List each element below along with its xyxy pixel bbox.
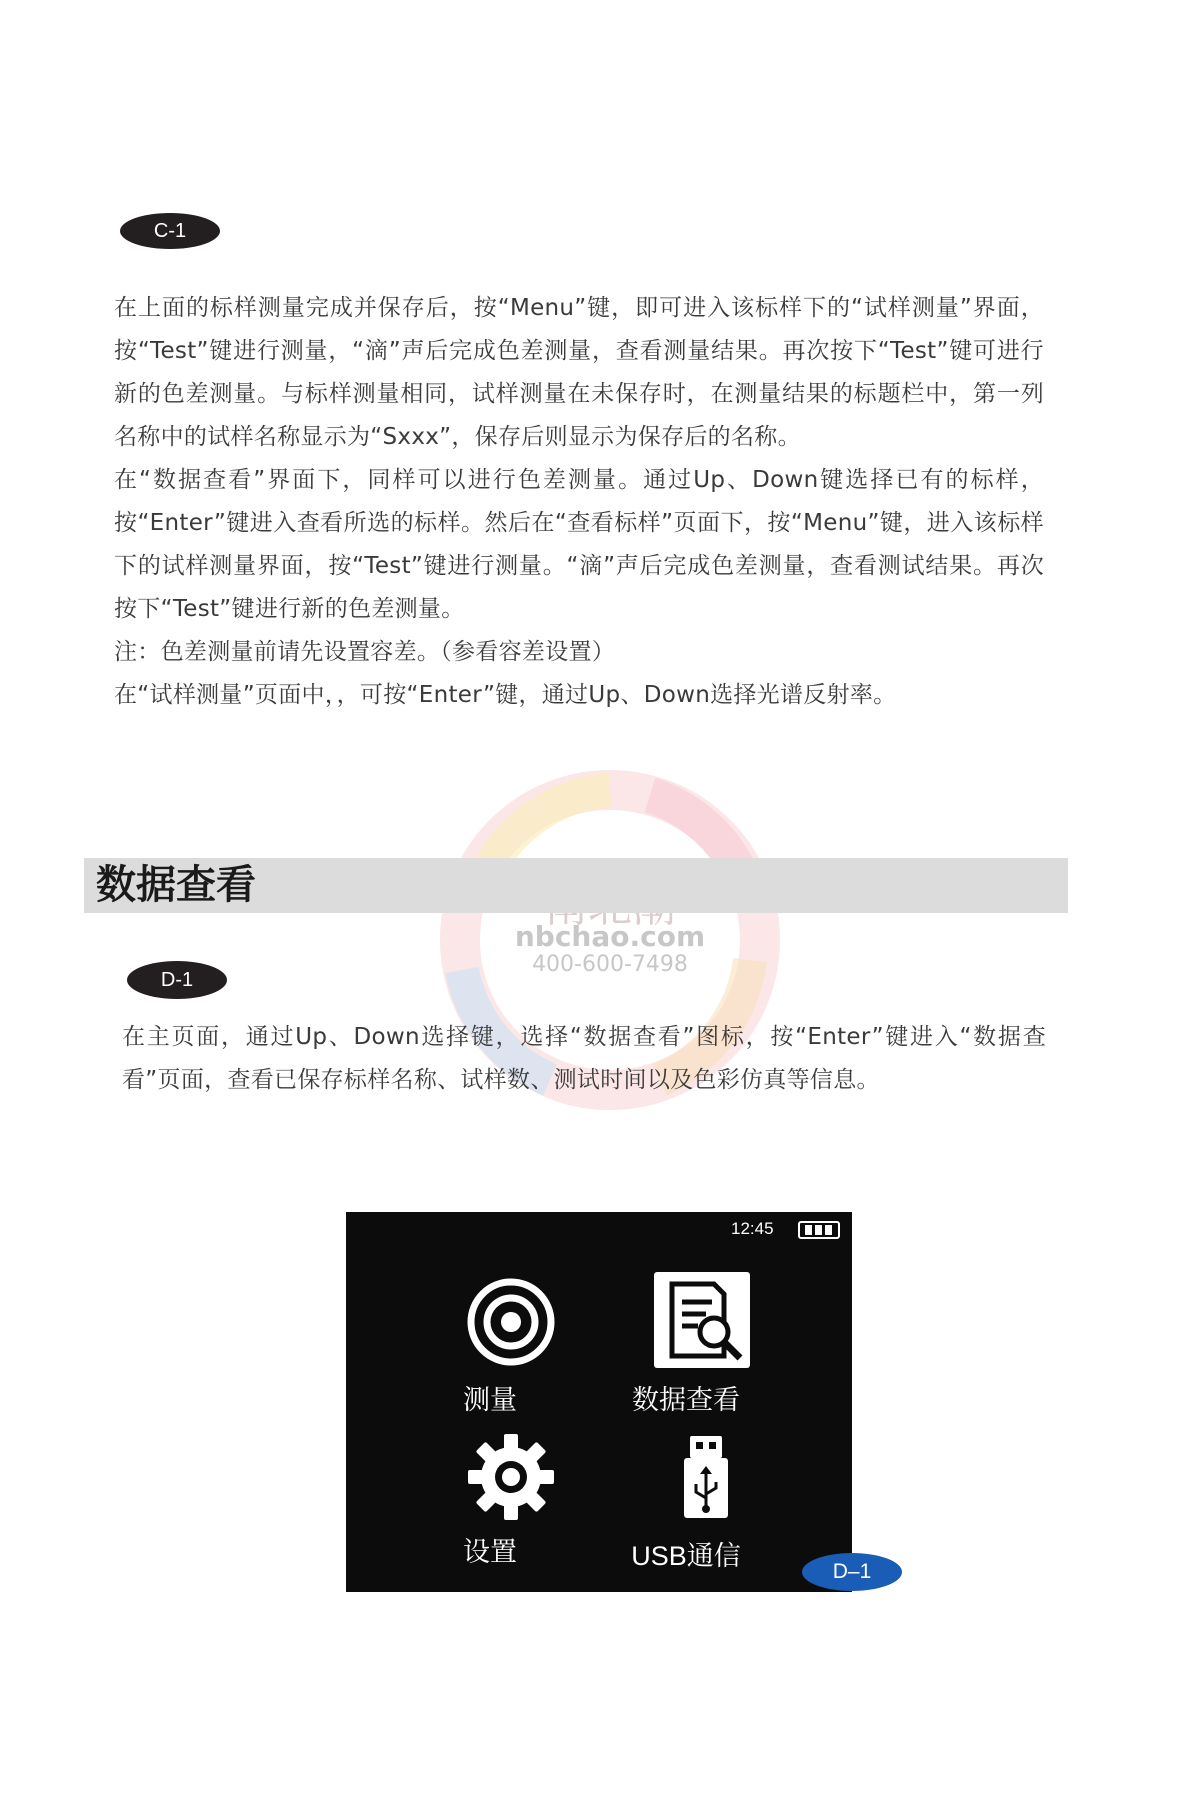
tile-label-settings[interactable]: 设置 [463,1537,517,1568]
note-paragraph: 注：色差测量前请先设置容差。（参看容差设置） [114,639,616,665]
section-d1-body [122,1016,1046,1102]
tile-label-measure[interactable]: 测量 [463,1385,517,1416]
paragraph: 在“试样测量”页面中，，可按“Enter”键，通过Up、Down选择光谱反射率。 [114,682,897,708]
status-time: 12:45 [731,1219,774,1238]
section-heading-bar [84,858,1068,913]
paragraph: 在“数据查看”界面下，同样可以进行色差测量。通过Up、Down键选择已有的标样，按“Enter”键进入查看所选的标样。然后在“查看标样”页面下，按“Menu”键，进入该标样下的试样测量界面，按“Test”键进行测量。“滴”声后完成色差测量，查看测试结果。再次按下“Test”键进行新的色差测量。 [114,467,1044,622]
section-badge-d1: D-1 [127,961,227,999]
document-search-icon[interactable] [652,1270,752,1370]
paragraph: 在主页面，通过Up、Down选择键，选择“数据查看”图标，按“Enter”键进入“数据查看”页面，查看已保存标样名称、试样数、测试时间以及色彩仿真等信息。 [122,1024,1046,1093]
tile-label-usb[interactable]: USB通信 [631,1541,741,1571]
tile-label-data-view[interactable]: 数据查看 [632,1385,740,1416]
target-icon[interactable] [466,1277,556,1367]
gear-icon[interactable] [466,1432,556,1522]
watermark-site: nbchao.com [514,920,706,953]
section-c1-body [114,287,1044,717]
device-screen [346,1212,852,1592]
paragraph: 在上面的标样测量完成并保存后，按“Menu”键，即可进入该标样下的“试样测量”界面，按“Test”键进行测量，“滴”声后完成色差测量，查看测量结果。再次按下“Test”键可进行新的色差测量。与标样测量相同，试样测量在未保存时，在测量结果的标题栏中，第一列名称中的试样名称显示为“Sxxx”，保存后则显示为保存后的名称。 [114,295,1044,450]
battery-full-icon [798,1220,842,1240]
figure-badge-d1: D–1 [802,1553,902,1591]
watermark-phone: 400-600-7498 [532,952,688,977]
usb-drive-icon[interactable] [682,1434,730,1520]
section-title: 数据查看 [96,862,256,908]
section-badge-c1: C-1 [120,213,220,249]
